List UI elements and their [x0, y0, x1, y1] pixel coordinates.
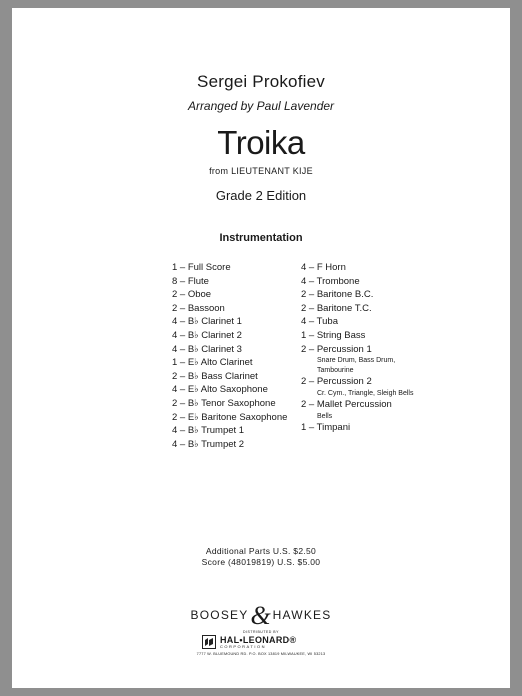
- pricing-block: [12, 546, 510, 568]
- score-price: Score (48019819) U.S. $5.00: [201, 557, 321, 567]
- arranger-credit: Arranged by Paul Lavender: [187, 99, 335, 113]
- instrument-row: 2 – Mallet Percussion: [301, 399, 392, 411]
- distributor-name: HAL•LEONARD®: [220, 635, 297, 645]
- additional-parts-price: Additional Parts U.S. $2.50: [205, 546, 317, 556]
- instrument-row: 8 – Flute: [172, 275, 209, 287]
- instrument-row: 2 – Baritone B.C.: [301, 289, 374, 301]
- instrumentation-right-column: [301, 261, 441, 435]
- instrument-row: 4 – F Horn: [301, 262, 346, 273]
- distributor-address: 7777 W. BLUEMOUND RD. P.O. BOX 13819 MILWAUKEE, WI 53213: [196, 652, 326, 656]
- instrument-row: 2 – E♭ Baritone Saxophone: [172, 411, 288, 423]
- instrument-row: 4 – B♭ Clarinet 3: [172, 343, 242, 355]
- hal-leonard-logo-icon: [202, 635, 216, 649]
- instrumentation-left-column: [172, 261, 307, 451]
- instrument-row: 4 – E♭ Alto Saxophone: [172, 384, 268, 396]
- instrument-detail: Bells: [317, 412, 333, 420]
- publisher-name-left: BOOSEY: [190, 608, 249, 622]
- publisher-logo: [12, 601, 510, 631]
- distributor-logo: [202, 635, 320, 649]
- publisher-name-right: HAWKES: [272, 608, 332, 622]
- instrument-row: 4 – Tuba: [301, 316, 338, 328]
- instrument-row: 1 – String Bass: [301, 329, 366, 341]
- instrument-row: 4 – B♭ Trumpet 1: [172, 425, 245, 437]
- instrument-row: 2 – B♭ Bass Clarinet: [172, 370, 258, 382]
- score-cover-page: [12, 8, 510, 688]
- instrument-row: 2 – B♭ Tenor Saxophone: [172, 397, 276, 409]
- instrument-row: 2 – Oboe: [172, 289, 212, 301]
- instrument-row: 1 – Timpani: [301, 422, 351, 434]
- distributor-subtitle: CORPORATION: [220, 644, 266, 649]
- instrument-row: 4 – Trombone: [301, 275, 360, 287]
- instrumentation-heading: Instrumentation: [219, 232, 303, 244]
- instrument-row: 4 – B♭ Trumpet 2: [172, 438, 245, 450]
- piece-title: Troika: [217, 124, 305, 161]
- instrument-row: 1 – E♭ Alto Clarinet: [172, 357, 253, 369]
- instrument-row: 1 – Full Score: [172, 262, 231, 273]
- composer-name: Sergei Prokofiev: [197, 72, 325, 91]
- instrument-row: 2 – Baritone T.C.: [301, 302, 372, 314]
- instrument-detail: Snare Drum, Bass Drum,: [317, 357, 396, 365]
- instrument-detail: Cr. Cym., Triangle, Sleigh Bells: [317, 389, 414, 397]
- ampersand-mark: &: [250, 601, 271, 630]
- instrument-row: 4 – B♭ Clarinet 2: [172, 329, 242, 341]
- instrument-row: 2 – Percussion 1: [301, 343, 372, 355]
- instrument-row: 2 – Percussion 2: [301, 376, 372, 388]
- instrument-row: 2 – Bassoon: [172, 302, 225, 314]
- instrument-detail: Tambourine: [317, 366, 354, 374]
- distributed-by-label: DISTRIBUTED BY: [243, 630, 279, 634]
- piece-subtitle: from LIEUTENANT KIJE: [209, 166, 313, 176]
- instrument-row: 4 – B♭ Clarinet 1: [172, 316, 242, 328]
- edition-label: Grade 2 Edition: [215, 188, 307, 203]
